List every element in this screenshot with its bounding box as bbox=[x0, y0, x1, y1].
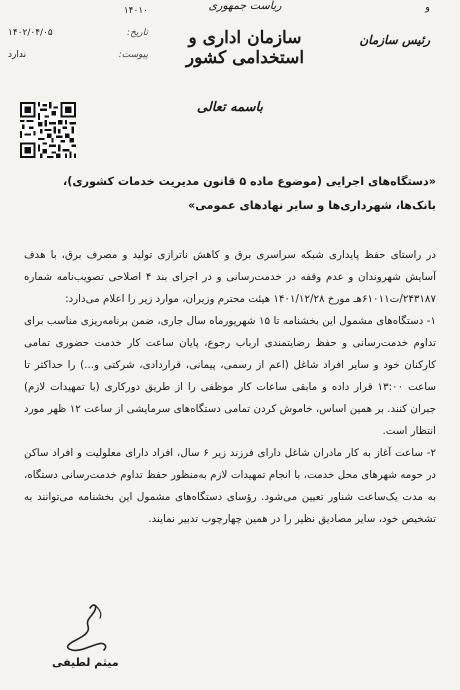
signature-block bbox=[46, 600, 146, 680]
letter-meta bbox=[8, 0, 148, 66]
qr-code-icon bbox=[20, 102, 76, 158]
attachment-row bbox=[8, 44, 148, 66]
date-label: تاریخ: bbox=[127, 28, 148, 38]
signatory-name: میثم لطیفی bbox=[52, 656, 119, 669]
body-intro: در راستای حفظ پایداری شبکه سراسری برق و کاهش ناترازی تولید و مصرف برق، با هدف آسایش شهروندان و عدم وقفه در خدمت‌رسانی و در اجرای بند ۴ اصلاحی تصویب‌نامه شماره ۲۴۳۱۸۷/ت۶۱۰۱۱هـ مورخ ۱۴۰۱/۱۲/۲۸ هیئت محترم وزیران، موارد زیر را اعلام می‌دارد: bbox=[24, 249, 437, 305]
org-title: سازمان اداری و استخدامی کشور bbox=[185, 28, 305, 68]
letter-body bbox=[24, 244, 436, 530]
date-value: ۱۴۰۲/۰۴/۰۵ bbox=[8, 28, 53, 38]
body-item-2: ۲- ساعت آغاز به کار مادران شاغل دارای فرزند زیر ۶ سال، افراد دارای معلولیت و افراد ساکن در حومه شهرهای محل خدمت، با انجام تمهیدات لازم به‌منظور حفظ تداوم خدمت‌رسانی دستگاه، به مدت یک‌ساعت شناور تعیین می‌شود. رؤسای دستگاه‌های مشمول این بخشنامه می‌توانند به تشخیص خود، سایر مصادیق نظیر را در همین چهارچوب تدبیر نمایند. bbox=[24, 447, 437, 525]
org-subtitle: ریاست جمهوری bbox=[208, 0, 282, 12]
addressee: «دستگاه‌های اجرایی (موضوع ماده ۵ قانون مدیریت خدمات کشوری)، بانک‌ها، شهرداری‌ها و سایر نهادهای عمومی» bbox=[62, 175, 436, 212]
attachment-value: ندارد bbox=[8, 50, 27, 60]
body-item-1: ۱- دستگاه‌های مشمول این بخشنامه تا ۱۵ شهریورماه سال جاری، ضمن برنامه‌ریزی مناسب برای تداوم خدمت‌رسانی و حفظ رضایتمندی ارباب رجوع، پایان ساعت کار خدمت حضوری تمامی کارکنان خود و سایر افراد شاغل (اعم از رسمی، پیمانی، قراردادی، شرکتی و...) را حداکثر تا ساعت ۱۳:۰۰ قرار داده و مابقی ساعات کار موظفی را از طریق دورکاری (با تمهیدات لازم) جبران کنند. بر همین اساس، خاموش کردن تمامی دستگاه‌های سرمایشی از ساعت ۱۲ ظهر مورد انتظار است. bbox=[24, 315, 437, 437]
recipient-line: و bbox=[425, 2, 430, 13]
letter-number: ۱۴۰۱۰ bbox=[123, 6, 148, 16]
date-row bbox=[8, 22, 148, 44]
signature-scribble-icon bbox=[46, 600, 146, 660]
bismillah: باسمه تعالی bbox=[196, 100, 264, 115]
attachment-label: پیوست: bbox=[118, 50, 148, 60]
letterhead bbox=[150, 0, 340, 68]
number-row bbox=[8, 0, 148, 22]
recipient-title: رئیس سازمان bbox=[359, 33, 430, 47]
